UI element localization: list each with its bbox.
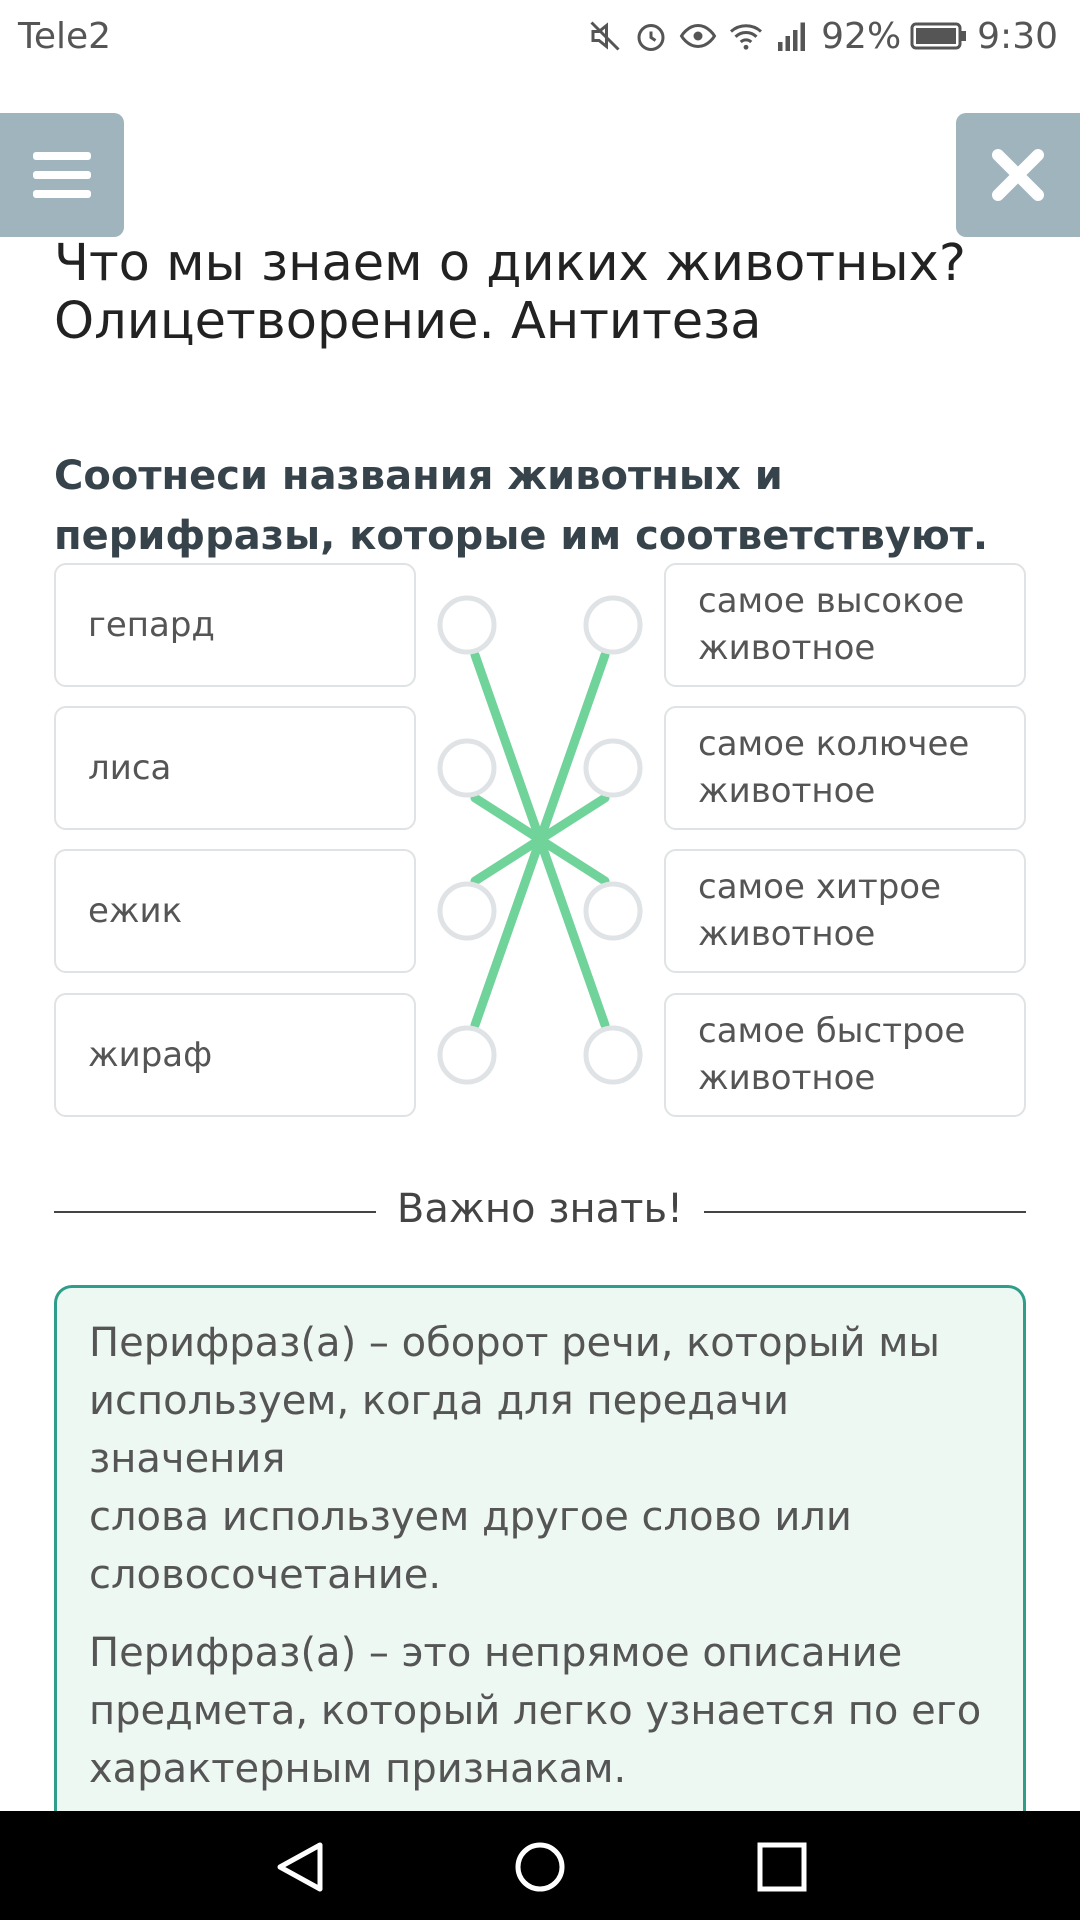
info-line: Перифраз(а) – это непрямое описание — [89, 1630, 903, 1676]
carrier-name: Tele2 — [18, 16, 112, 57]
left-card-label: жираф — [88, 1035, 213, 1075]
info-paragraph-2 — [89, 1624, 991, 1798]
info-paragraph-1 — [89, 1314, 991, 1604]
battery-percent: 92% — [821, 15, 902, 57]
divider-left — [54, 1211, 376, 1213]
left-connector-dot-2[interactable] — [440, 884, 494, 938]
recents-icon[interactable] — [754, 1839, 810, 1895]
left-connector-dot-3[interactable] — [440, 1028, 494, 1082]
right-card-line: самое колючее — [698, 724, 970, 764]
divider-right — [704, 1211, 1026, 1213]
instruction-line-2: перифразы, которые им соответствуют. — [54, 513, 989, 559]
info-line: слова используем другое слово или — [89, 1494, 852, 1540]
right-card-line: животное — [698, 914, 876, 954]
left-connector-dot-0[interactable] — [440, 598, 494, 652]
title-line-1: Что мы знаем о диких животных? — [54, 234, 966, 293]
left-card-label: лиса — [88, 748, 172, 788]
right-card-line: животное — [698, 771, 876, 811]
right-connector-dot-1[interactable] — [586, 741, 640, 795]
right-card-line: животное — [698, 628, 876, 668]
info-line: Перифраз(а) – оборот речи, который мы — [89, 1320, 940, 1366]
right-card-line: самое высокое — [698, 581, 965, 621]
right-card-line: самое хитрое — [698, 867, 942, 907]
info-line: предмета, который легко узнается по его — [89, 1688, 982, 1734]
right-card-line: самое быстрое — [698, 1011, 966, 1051]
right-card-line: животное — [698, 1058, 876, 1098]
home-icon[interactable] — [510, 1839, 570, 1895]
back-icon[interactable] — [270, 1839, 330, 1895]
clock: 9:30 — [977, 15, 1058, 57]
left-connector-dot-1[interactable] — [440, 741, 494, 795]
instruction-line-1: Соотнеси названия животных и — [54, 453, 783, 499]
important-label: Важно знать! — [396, 1186, 684, 1232]
navigation-bar — [0, 1811, 1080, 1920]
info-line: характерным признакам. — [89, 1746, 627, 1792]
right-connector-dot-3[interactable] — [586, 1028, 640, 1082]
info-line: словосочетание. — [89, 1552, 442, 1598]
left-card-label: гепард — [88, 605, 215, 645]
info-line: используем, когда для передачи значения — [89, 1378, 789, 1482]
right-connector-dot-0[interactable] — [586, 598, 640, 652]
left-card-label: ежик — [88, 891, 183, 931]
title-line-2: Олицетворение. Антитеза — [54, 292, 762, 351]
right-connector-dot-2[interactable] — [586, 884, 640, 938]
info-box — [54, 1285, 1026, 1845]
